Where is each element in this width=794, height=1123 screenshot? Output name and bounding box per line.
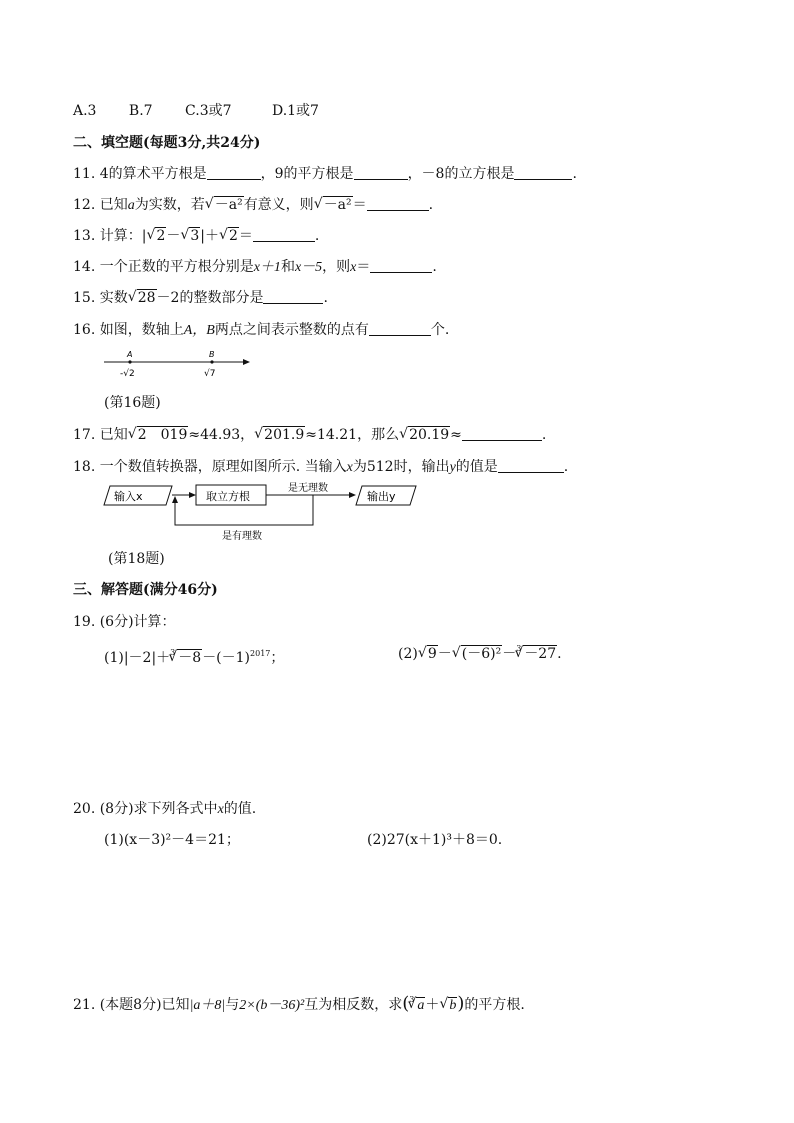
q12-blank[interactable]	[367, 196, 429, 211]
arrow-icon	[349, 492, 356, 498]
q11-number: 11.	[73, 166, 96, 182]
point-b-marker	[210, 360, 213, 363]
q18-flowchart-figure	[100, 478, 430, 544]
q16-number-line-figure	[100, 346, 260, 380]
point-a-marker	[128, 360, 131, 363]
question-21: 21. (本题8分)已知|a＋8|与2×(b－36)²互为相反数，求($^3$√ a＋√ b)的平方根.	[73, 994, 525, 1017]
q17-blank[interactable]	[462, 426, 542, 441]
q18-caption: (第18题)	[108, 551, 165, 567]
q16-number: 16.	[73, 322, 96, 338]
q15-blank[interactable]	[263, 289, 323, 304]
q13-number: 13.	[73, 228, 96, 244]
output-label: 输出y	[367, 490, 396, 503]
q10-option-c: C.3或7	[185, 103, 232, 119]
question-17: 17. 已知√ 2 019≈44.93，√ 201.9≈14.21，那么√ 20.19≈ .	[73, 425, 546, 445]
question-15: 15. 实数√ 28－2的整数部分是 .	[73, 288, 328, 308]
q11-blank-3[interactable]	[514, 165, 572, 180]
q14-blank[interactable]	[370, 258, 432, 273]
rational-branch-label: 是有理数	[222, 531, 262, 542]
q12-radical-1: √ －a²	[205, 195, 244, 215]
question-19: 19. (6分)计算：	[73, 614, 176, 630]
section-2-heading: 二、填空题(每题3分,共24分)	[73, 135, 261, 151]
q10-option-b: B.7	[128, 103, 153, 119]
input-label: 输入x	[114, 490, 143, 503]
point-a-value: -√2	[120, 369, 135, 379]
irrational-branch-label: 是无理数	[288, 483, 328, 494]
question-11: 11. 4的算术平方根是 ，9的平方根是 ，－8的立方根是 .	[73, 166, 577, 182]
q15-number: 15.	[73, 290, 96, 306]
q11-blank-2[interactable]	[354, 165, 408, 180]
q19-part-1: $(1)|-2|+^3√ -8-(-1)^{2017}$；	[104, 644, 284, 670]
q18-blank[interactable]	[498, 458, 564, 473]
section-3-heading: 三、解答题(满分46分)	[73, 582, 218, 598]
q19-part-2: (2)√ 9－√ (－6)²－$^3$√ －27.	[398, 644, 562, 666]
q19-number: 19.	[73, 614, 96, 630]
point-b-label: B	[209, 350, 215, 359]
q10-option-d: D.1或7	[271, 103, 319, 119]
point-a-label: A	[127, 350, 133, 359]
q20-part-1: (1)(x－3)²－4＝21；	[104, 832, 240, 848]
q14-number: 14.	[73, 259, 96, 275]
q16-blank[interactable]	[369, 321, 431, 336]
q18-number: 18.	[73, 459, 96, 475]
point-b-value: √7	[204, 369, 216, 379]
q12-radical-2: √ －a²	[314, 195, 353, 215]
arrow-icon	[189, 492, 196, 498]
question-12: 12. 已知a为实数，若√ －a²有意义，则√ －a²＝ .	[73, 195, 433, 216]
question-18: 18. 一个数值转换器，原理如图所示. 当输入x为512时，输出y的值是 .	[73, 459, 569, 475]
number-line-arrow-icon	[243, 359, 250, 365]
q20-number: 20.	[73, 801, 96, 817]
arrow-icon	[172, 496, 178, 503]
q17-number: 17.	[73, 427, 96, 443]
question-16: 16. 如图，数轴上A，B两点之间表示整数的点有 个.	[73, 322, 450, 338]
q10-option-a: A.3	[73, 103, 97, 119]
question-13: 13. 计算：|√ 2－√ 3|＋√ 2＝ .	[73, 226, 319, 246]
q10-options	[73, 101, 319, 121]
q11-blank-1[interactable]	[207, 165, 261, 180]
q13-blank[interactable]	[253, 227, 315, 242]
process-label: 取立方根	[206, 490, 250, 503]
q21-number: 21.	[73, 997, 96, 1013]
question-20: 20. (8分)求下列各式中x的值.	[73, 801, 257, 817]
q20-part-2: (2)27(x＋1)³＋8＝0.	[367, 832, 503, 848]
question-14: 14. 一个正数的平方根分别是x＋1和x－5，则x＝ .	[73, 259, 437, 275]
q12-number: 12.	[73, 197, 96, 213]
q16-caption: (第16题)	[104, 395, 161, 411]
